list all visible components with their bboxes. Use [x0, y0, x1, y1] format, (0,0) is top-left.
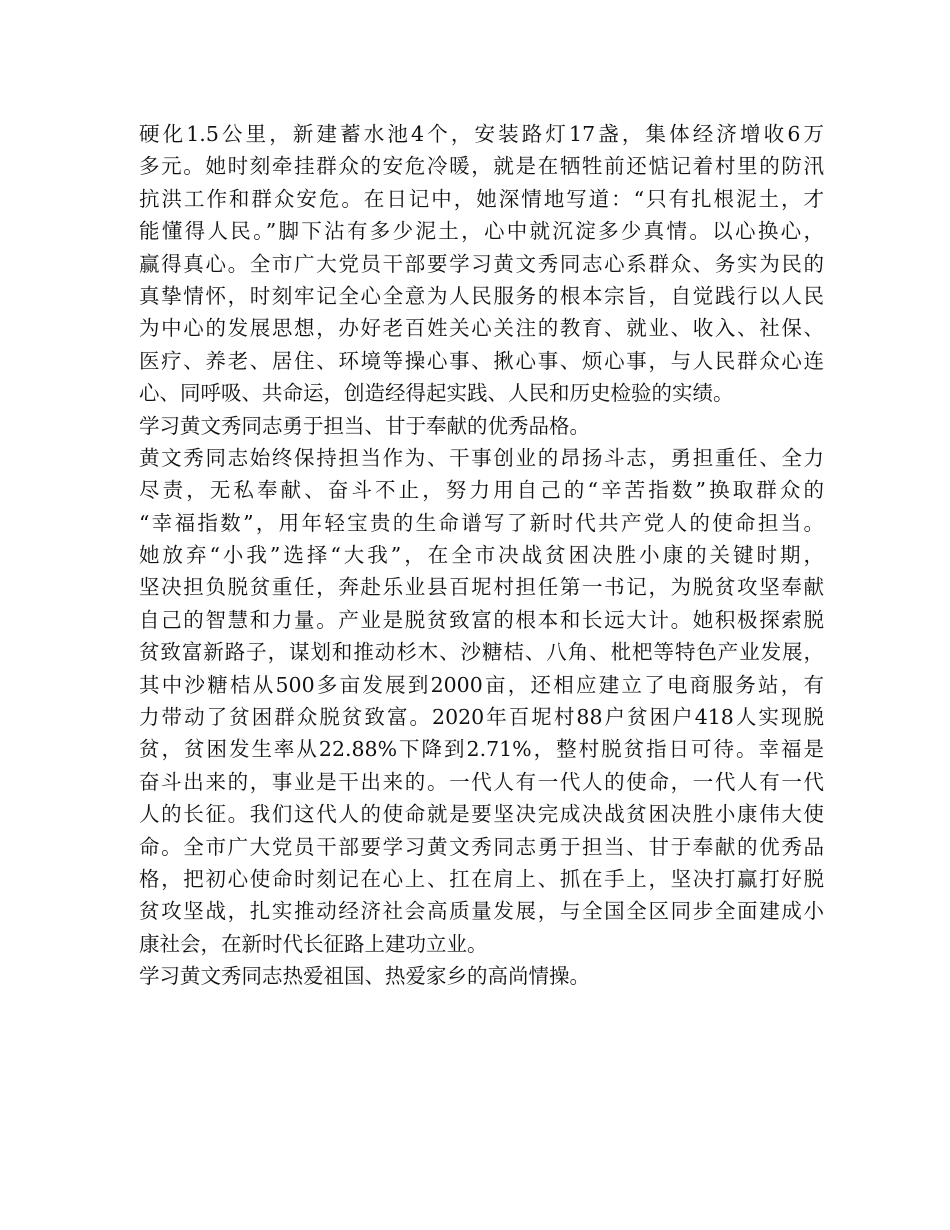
text-line: 自己的智慧和力量。产业是脱贫致富的根本和长远大计。她积极探索脱 — [139, 607, 824, 632]
text-line: 为中心的发展思想，办好老百姓关心关注的教育、就业、收入、社保、 — [139, 316, 824, 341]
text-line: 心、同呼吸、共命运，创造经得起实践、人民和历史检验的实绩。 — [139, 381, 734, 406]
section-heading-responsibility — [139, 410, 824, 442]
heading-line: 学习黄文秀同志勇于担当、甘于奉献的优秀品格。 — [139, 413, 590, 438]
text-line: 其中沙糖桔从500多亩发展到2000亩，还相应建立了电商服务站，有 — [139, 672, 824, 697]
text-line: 黄文秀同志始终保持担当作为、干事创业的昂扬斗志，勇担重任、全力 — [139, 445, 824, 470]
text-line: 硬化1.5公里，新建蓄水池4个，安装路灯17盏，集体经济增收6万 — [139, 122, 824, 146]
paragraph-care-for-masses — [139, 118, 824, 410]
text-line: 她放弃“小我”选择“大我”，在全市决战贫困决胜小康的关键时期， — [139, 543, 824, 568]
text-line: 能懂得人民。”脚下沾有多少泥土，心中就沉淀多少真情。以心换心， — [139, 219, 824, 244]
text-line: 格，把初心使命时刻记在心上、扛在肩上、抓在手上，坚决打赢打好脱 — [139, 866, 824, 891]
text-line: 贫，贫困发生率从22.88%下降到2.71%，整村脱贫指日可待。幸福是 — [139, 737, 824, 762]
text-line: 多元。她时刻牵挂群众的安危冷暖，就是在牺牲前还惦记着村里的防汛 — [139, 154, 824, 179]
text-line: 尽责，无私奉献、奋斗不止，努力用自己的“辛苦指数”换取群众的 — [139, 478, 824, 503]
text-line: 医疗、养老、居住、环境等操心事、揪心事、烦心事，与人民群众心连 — [139, 348, 824, 373]
heading-line: 学习黄文秀同志热爱祖国、热爱家乡的高尚情操。 — [139, 964, 590, 989]
text-line: 贫致富新路子，谋划和推动杉木、沙糖桔、八角、枇杷等特色产业发展， — [139, 640, 824, 665]
text-line: 命。全市广大党员干部要学习黄文秀同志勇于担当、甘于奉献的优秀品 — [139, 834, 824, 859]
text-line: 坚决担负脱贫重任，奔赴乐业县百坭村担任第一书记，为脱贫攻坚奉献 — [139, 575, 824, 600]
text-line: 赢得真心。全市广大党员干部要学习黄文秀同志心系群众、务实为民的 — [139, 251, 824, 276]
text-line: 真挚情怀，时刻牢记全心全意为人民服务的根本宗旨，自觉践行以人民 — [139, 283, 824, 308]
text-line: 抗洪工作和群众安危。在日记中，她深情地写道：“只有扎根泥土，才 — [139, 186, 824, 211]
text-line: 康社会，在新时代长征路上建功立业。 — [139, 931, 488, 956]
text-line: 力带动了贫困群众脱贫致富。2020年百坭村88户贫困户418人实现脱 — [139, 705, 824, 730]
section-heading-patriotism — [139, 960, 824, 992]
text-line: 贫攻坚战，扎实推动经济社会高质量发展，与全国全区同步全面建成小 — [139, 899, 824, 924]
text-line: “幸福指数”，用年轻宝贵的生命谱写了新时代共产党人的使命担当。 — [139, 510, 824, 535]
text-line: 人的长征。我们这代人的使命就是要坚决完成决战贫困决胜小康伟大使 — [139, 802, 824, 827]
document-page — [139, 118, 824, 993]
text-line: 奋斗出来的，事业是干出来的。一代人有一代人的使命，一代人有一代 — [139, 769, 824, 794]
paragraph-responsibility-dedication — [139, 442, 824, 960]
